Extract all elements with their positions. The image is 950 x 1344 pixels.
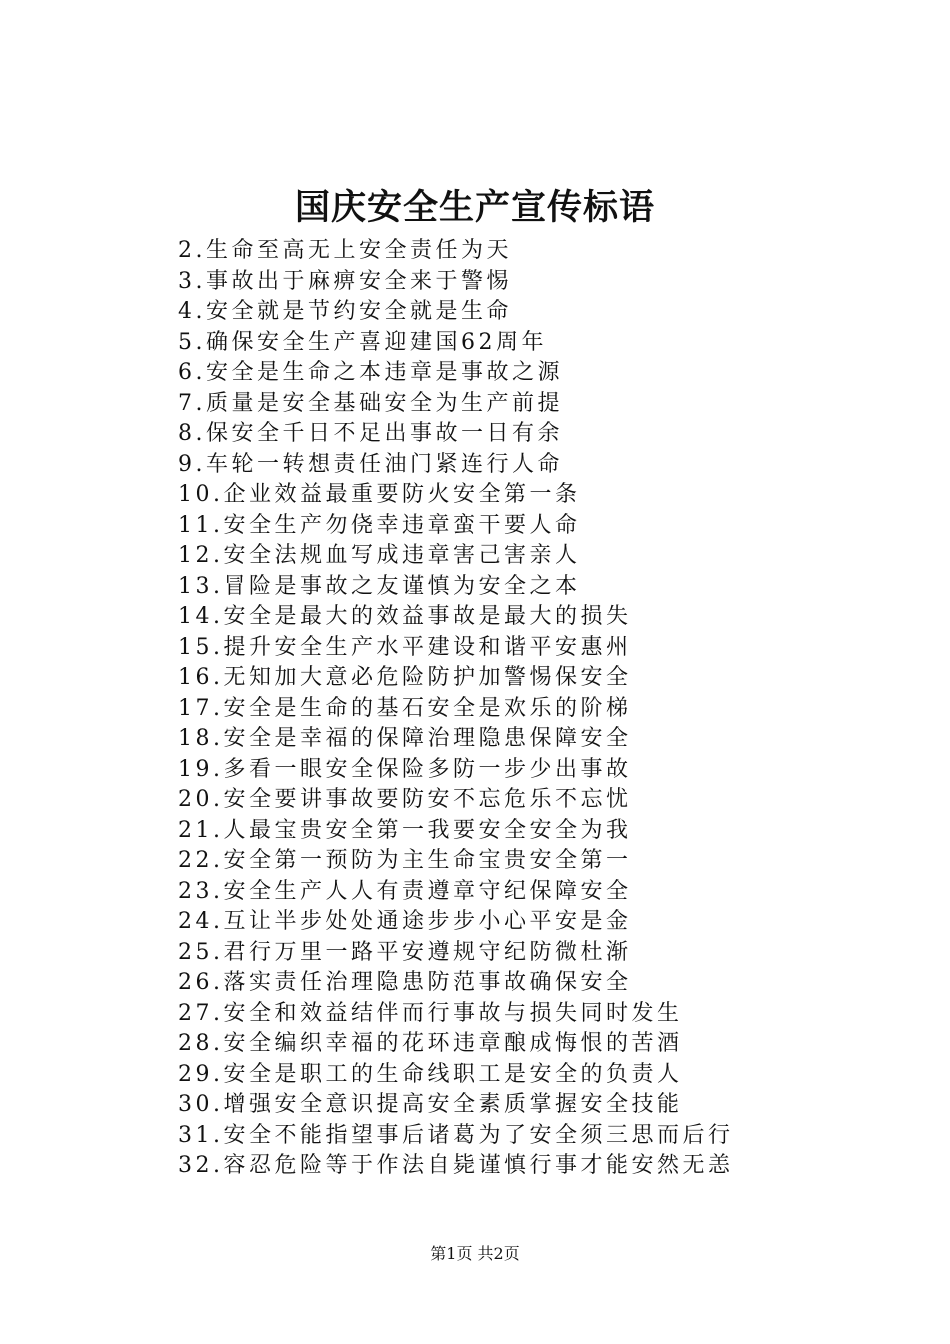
list-item: 14.安全是最大的效益事故是最大的损失 <box>178 604 632 629</box>
list-item: 19.多看一眼安全保险多防一步少出事故 <box>178 756 632 782</box>
list-item: 32.容忍危险等于作法自毙谨慎行事才能安然无恙 <box>178 1153 734 1178</box>
list-item: 27.安全和效益结伴而行事故与损失同时发生 <box>178 1000 683 1026</box>
list-item: 4.安全就是节约安全就是生命 <box>178 299 512 324</box>
list-item: 13.冒险是事故之友谨慎为安全之本 <box>178 573 581 599</box>
slogan-list <box>178 236 734 1182</box>
list-item: 7.质量是安全基础安全为生产前提 <box>178 390 563 416</box>
list-item: 18.安全是幸福的保障治理隐患保障安全 <box>178 726 632 751</box>
list-item: 31.安全不能指望事后诸葛为了安全须三思而后行 <box>178 1122 734 1148</box>
document-title: 国庆安全生产宣传标语 <box>294 187 655 228</box>
list-item: 28.安全编织幸福的花环违章酿成悔恨的苦酒 <box>178 1031 683 1056</box>
list-item: 11.安全生产勿侥幸违章蛮干要人命 <box>178 512 581 538</box>
list-item: 15.提升安全生产水平建设和谐平安惠州 <box>178 634 632 660</box>
list-item: 20.安全要讲事故要防安不忘危乐不忘忧 <box>178 787 632 812</box>
list-item: 26.落实责任治理隐患防范事故确保安全 <box>178 970 632 995</box>
list-item: 10.企业效益最重要防火安全第一条 <box>178 482 581 507</box>
list-item: 5.确保安全生产喜迎建国62周年 <box>178 329 547 355</box>
page-footer: 第1页 共2页 <box>430 1244 520 1263</box>
list-item: 29.安全是职工的生命线职工是安全的负责人 <box>178 1061 683 1087</box>
list-item: 9.车轮一转想责任油门紧连行人命 <box>178 451 563 477</box>
list-item: 25.君行万里一路平安遵规守纪防微杜渐 <box>178 939 632 965</box>
list-item: 17.安全是生命的基石安全是欢乐的阶梯 <box>178 695 632 721</box>
list-item: 16.无知加大意必危险防护加警惕保安全 <box>178 665 632 690</box>
list-item: 24.互让半步处处通途步步小心平安是金 <box>178 909 632 934</box>
list-item: 30.增强安全意识提高安全素质掌握安全技能 <box>178 1092 683 1117</box>
list-item: 2.生命至高无上安全责任为天 <box>178 238 512 263</box>
list-item: 12.安全法规血写成违章害己害亲人 <box>178 543 581 568</box>
list-item: 21.人最宝贵安全第一我要安全安全为我 <box>178 817 632 843</box>
list-item: 8.保安全千日不足出事故一日有余 <box>178 421 563 446</box>
list-item: 22.安全第一预防为主生命宝贵安全第一 <box>178 848 632 873</box>
list-item: 3.事故出于麻痹安全来于警惕 <box>178 268 512 294</box>
list-item: 6.安全是生命之本违章是事故之源 <box>178 360 563 385</box>
list-item: 23.安全生产人人有责遵章守纪保障安全 <box>178 878 632 904</box>
